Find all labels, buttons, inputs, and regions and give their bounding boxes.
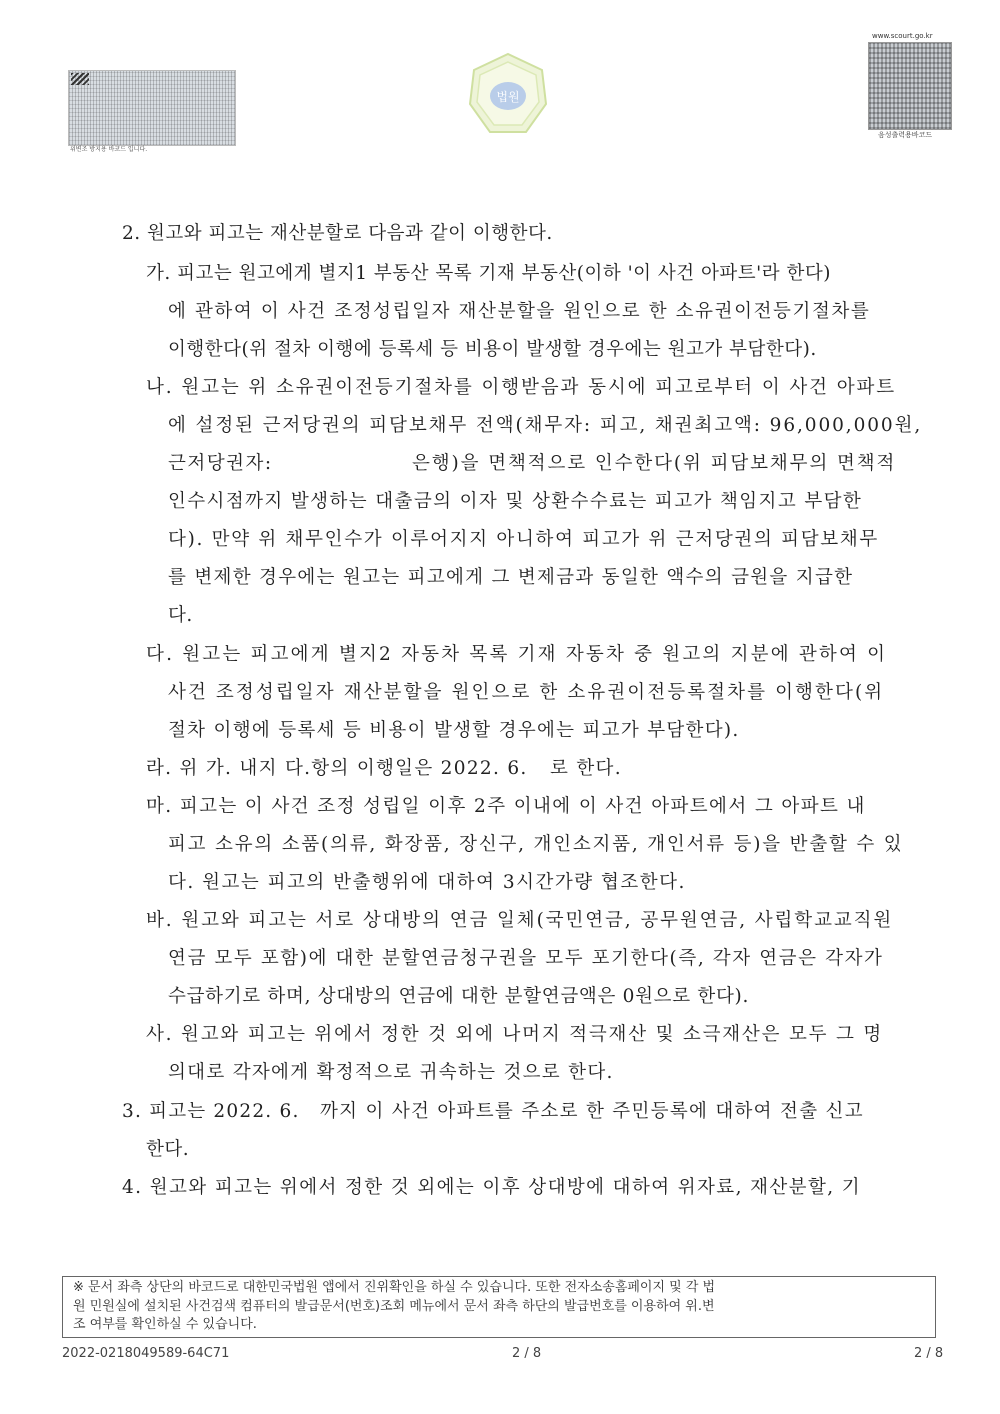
clause-2-na-line-7: 다. — [168, 605, 193, 626]
voice-barcode-caption: 음성출력용바코드 — [878, 131, 933, 139]
clause-2-da-line-2: 사건 조정성립일자 재산분할을 원인으로 한 소유권이전등록절차를 이행한다(위 — [168, 682, 885, 703]
notice-line-3: 조 여부를 확인하실 수 있습니다. — [73, 1317, 257, 1332]
clause-2-ga-line-1: 가. 피고는 원고에게 별지1 부동산 목록 기재 부동산(이하 '이 사건 아파트'라 한다) — [146, 263, 831, 284]
verification-barcode — [68, 70, 236, 146]
clause-2-ma-line-1: 마. 피고는 이 사건 조정 성립일 이후 2주 이내에 이 사건 아파트에서 그 아파트 내 — [146, 796, 866, 817]
clause-2-ga-line-3: 이행한다(위 절차 이행에 등록세 등 비용이 발생할 경우에는 원고가 부담한다). — [168, 339, 817, 360]
clause-2-ba-line-2: 연금 모두 포함)에 대한 분할연금청구권을 모두 포기한다(즉, 각자 연금은 각자가 — [168, 948, 884, 969]
court-url: www.scourt.go.kr — [872, 32, 933, 40]
clause-2-ma-line-3: 다. 원고는 피고의 반출행위에 대하여 3시간가량 협조한다. — [168, 872, 686, 893]
clause-3-line-1: 3. 피고는 2022. 6. — [122, 1101, 300, 1122]
clause-2-ra: 라. 위 가. 내지 다.항의 이행일은 2022. 6. — [146, 758, 528, 779]
court-seal-icon — [468, 52, 548, 136]
clause-2-na-line-3: 은행)을 면책적으로 인수한다(위 피담보채무의 면책적 — [412, 453, 897, 474]
page-number-center: 2 / 8 — [512, 1346, 542, 1361]
clause-2-na-line-2: 에 설정된 근저당권의 피담보채무 전액(채무자: 피고, 채권최고액: 96,000,000원, — [168, 415, 923, 436]
clause-2-ga-line-2: 에 관하여 이 사건 조정성립일자 재산분할을 원인으로 한 소유권이전등기절차를 — [168, 301, 871, 322]
voice-output-barcode — [868, 42, 952, 130]
notice-line-2: 원 민원실에 설치된 사건검색 컴퓨터의 발급문서(번호)조회 메뉴에서 문서 좌측 하단의 발급번호를 이용하여 위.변 — [73, 1298, 715, 1314]
clause-2-sa-line-2: 의대로 각자에게 확정적으로 귀속하는 것으로 한다. — [168, 1062, 614, 1083]
seal-text: 법원 — [496, 90, 520, 104]
clause-2-ra-tail: 로 한다. — [550, 758, 622, 779]
clause-2-na-line-5: 다). 만약 위 채무인수가 이루어지지 아니하여 피고가 위 근저당권의 피담보채무 — [168, 529, 879, 550]
verification-notice — [62, 1276, 936, 1338]
clause-2-ma-line-2: 피고 소유의 소품(의류, 화장품, 장신구, 개인소지품, 개인서류 등)을 반출할 수 있 — [168, 834, 904, 855]
clause-2-ba-line-1: 바. 원고와 피고는 서로 상대방의 연금 일체(국민연금, 공무원연금, 사립학교교직원 — [146, 910, 894, 931]
clause-2: 2. 원고와 피고는 재산분할로 다음과 같이 이행한다. — [122, 223, 553, 244]
clause-2-da-line-3: 절차 이행에 등록세 등 비용이 발생할 경우에는 피고가 부담한다). — [168, 720, 740, 741]
clause-2-na-line-4: 인수시점까지 발생하는 대출금의 이자 및 상환수수료는 피고가 책임지고 부담한 — [168, 491, 863, 512]
clause-2-na-line-6: 를 변제한 경우에는 원고는 피고에게 그 변제금과 동일한 액수의 금원을 지급한 — [168, 567, 854, 588]
clause-3-line-2: 한다. — [146, 1139, 190, 1160]
clause-4-line-1: 4. 원고와 피고는 위에서 정한 것 외에는 이후 상대방에 대하여 위자료, 재산분할, 기 — [122, 1177, 862, 1198]
clause-2-na-line-1: 나. 원고는 위 소유권이전등기절차를 이행받음과 동시에 피고로부터 이 사건 아파트 — [146, 377, 897, 398]
issue-number: 2022-0218049589-64C71 — [62, 1346, 230, 1361]
page-number-right: 2 / 8 — [914, 1346, 944, 1361]
notice-line-1: ※ 문서 좌측 상단의 바코드로 대한민국법원 앱에서 진위확인을 하실 수 있습니다. 또한 전자소송홈페이지 및 각 법 — [73, 1280, 716, 1295]
clause-2-sa-line-1: 사. 원고와 피고는 위에서 정한 것 외에 나머지 적극재산 및 소극재산은 모두 그 명 — [146, 1024, 884, 1045]
mortgagee-label: 근저당권자: — [168, 453, 273, 474]
clause-2-da-line-1: 다. 원고는 피고에게 별지2 자동차 목록 기재 자동차 중 원고의 지분에 관하여 이 — [146, 644, 888, 665]
clause-2-ba-line-3: 수급하기로 하며, 상대방의 연금에 대한 분할연금액은 0원으로 한다). — [168, 986, 750, 1007]
clause-3-line-1-tail: 까지 이 사건 아파트를 주소로 한 주민등록에 대하여 전출 신고 — [320, 1101, 864, 1122]
barcode-caption: 위변조 방지용 바코드 입니다. — [70, 146, 148, 153]
